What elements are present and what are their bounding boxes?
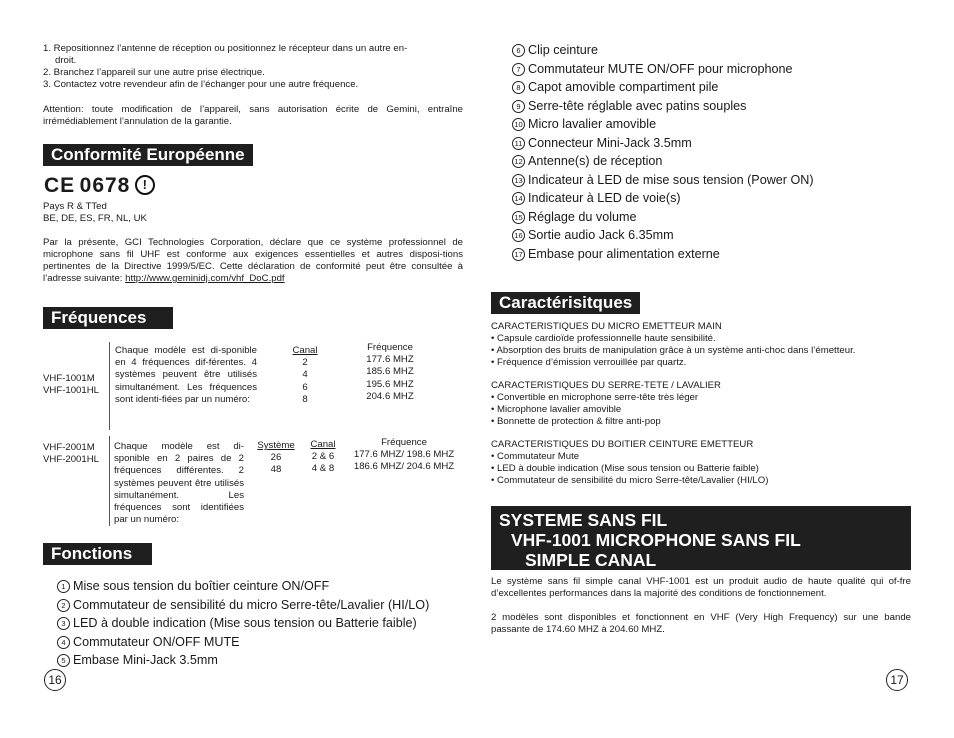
group2-description: Chaque modèle est di-sponible en 2 paires de 2 fréquences différentes. 2 systèmes peuvent être utilisés simultanément. Les fréquences sont identifiées par un numéro: (114, 441, 244, 526)
fonction-item (512, 60, 814, 79)
group1-models (43, 373, 99, 397)
model-vhf-1001hl: VHF-1001HL (43, 385, 99, 397)
group2-systeme-col (253, 440, 299, 477)
step-2: 2. Branchez l’appareil sur une autre prise électrique. (43, 67, 265, 78)
group2-freq-header: Fréquence (381, 437, 427, 448)
group1-freq-value: 177.6 MHZ (366, 354, 414, 366)
frequences-heading: Fréquences (43, 307, 173, 329)
model-vhf-2001hl: VHF-2001HL (43, 454, 99, 466)
item-number-icon: 7 (512, 63, 525, 76)
group2-systeme-value: 48 (270, 464, 282, 476)
item-number-icon: 12 (512, 155, 525, 168)
group2-systeme-header: Système (257, 440, 295, 451)
attention-note: Attention: toute modification de l’appareil, sans autorisation écrite de Gemini, entraîne irrémédiablement l’annulation de la garantie. (43, 104, 463, 127)
group1-freq-value: 195.6 MHZ (366, 378, 414, 390)
bullet: • LED à double indication (Mise sous tension ou Batterie faible) (491, 463, 759, 474)
systeme-para1: Le système sans fil simple canal VHF-1001 est un produit audio de haute qualité qui of-fre d’excellentes performances dans la majorité des conditions de fonctionnement. (491, 576, 911, 599)
item-number-icon: 9 (512, 100, 525, 113)
conformite-heading: Conformité Européenne (43, 144, 253, 166)
fonction-label: Clip ceinture (528, 43, 598, 57)
pays-countries: BE, DE, ES, FR, NL, UK (43, 213, 147, 224)
step-1-cont: droit. (55, 55, 77, 66)
section-title: CARACTERISTIQUES DU SERRE-TETE / LAVALIER (491, 380, 721, 391)
fonction-label: Sortie audio Jack 6.35mm (528, 228, 674, 242)
fonction-label: Indicateur à LED de voie(s) (528, 191, 681, 205)
fonctions-list (57, 577, 429, 670)
group2-freq-value: 186.6 MHZ/ 204.6 MHZ (353, 461, 455, 473)
fonction-label: Commutateur MUTE ON/OFF pour microphone (528, 61, 793, 76)
fonction-item (57, 596, 429, 615)
model-vhf-2001m: VHF-2001M (43, 442, 95, 453)
fonction-item (512, 115, 814, 134)
fonction-label: Commutateur de sensibilité du micro Serre-tête/Lavalier (HI/LO) (73, 597, 430, 612)
group1-divider (109, 342, 110, 430)
fonction-item (512, 78, 814, 97)
item-number-icon: 10 (512, 118, 525, 131)
fonction-item (512, 245, 814, 264)
fonction-label: Micro lavalier amovible (528, 117, 657, 131)
fonction-label: Réglage du volume (528, 209, 637, 224)
fonction-item (512, 152, 814, 171)
item-number-icon: 13 (512, 174, 525, 187)
fonctions-list-continued (512, 41, 814, 263)
bullet: • Commutateur Mute (491, 451, 580, 462)
fonction-item (512, 226, 814, 245)
declaration-text (43, 237, 463, 285)
ce-logo: CE (44, 174, 76, 197)
item-number-icon: 5 (57, 654, 70, 667)
group2-systeme-value: 26 (270, 452, 282, 464)
step-3: 3. Contactez votre revendeur afin de l’échanger pour une autre fréquence. (43, 79, 359, 90)
page-number-left: 16 (44, 669, 66, 691)
group1-freq-header: Fréquence (367, 342, 413, 353)
group1-freq-col (355, 342, 425, 403)
group2-canal-header: Canal (310, 439, 336, 450)
fonction-item (512, 171, 814, 190)
group1-freq-value: 204.6 MHZ (366, 390, 414, 402)
group2-divider (109, 436, 110, 526)
group1-canal-value: 2 (302, 357, 308, 369)
item-number-icon: 1 (57, 580, 70, 593)
group2-freq-value: 177.6 MHZ/ 198.6 MHZ (353, 449, 455, 461)
bullet: • Convertible en microphone serre-tête très léger (491, 392, 699, 403)
fonction-label: LED à double indication (Mise sous tension ou Batterie faible) (73, 616, 417, 630)
section-title: CARACTERISTIQUES DU BOITIER CEINTURE EMETTEUR (491, 439, 754, 450)
systeme-para2: 2 modèles sont disponibles et fonctionnent en VHF (Very High Frequency) sur une bande passante de 174.60 MHZ à 204.60 MHZ. (491, 612, 911, 635)
systeme-heading (491, 506, 911, 570)
alert-icon: ! (135, 175, 155, 195)
item-number-icon: 6 (512, 44, 525, 57)
bullet: • Commutateur de sensibilité du micro Serre-tête/Lavalier (HI/LO) (491, 475, 769, 486)
fonction-label: Embase Mini-Jack 3.5mm (73, 653, 218, 667)
pays-list (43, 201, 147, 225)
bullet: • Fréquence d’émission verrouillée par quartz. (491, 357, 687, 368)
page-number-right: 17 (886, 669, 908, 691)
group2-canal-col (305, 439, 341, 476)
fonction-label: Connecteur Mini-Jack 3.5mm (528, 135, 692, 150)
item-number-icon: 8 (512, 81, 525, 94)
fonction-item (512, 208, 814, 227)
ce-notified-body: 0678 (79, 174, 131, 197)
fonction-item (57, 614, 429, 633)
group1-canal-col (285, 345, 325, 406)
declaration-link[interactable]: http://www.geminidj.com/vhf_DoC.pdf (125, 273, 285, 284)
fonction-item (57, 577, 429, 596)
fonction-label: Serre-tête réglable avec patins souples (528, 98, 747, 113)
caracteristiques-heading: Caractérisitques (491, 292, 640, 314)
fonction-label: Mise sous tension du boîtier ceinture ON/OFF (73, 579, 330, 593)
section-title: CARACTERISTIQUES DU MICRO EMETTEUR MAIN (491, 321, 722, 332)
systeme-heading-line3: SIMPLE CANAL (525, 550, 657, 570)
group1-canal-value: 8 (302, 393, 308, 405)
item-number-icon: 4 (57, 636, 70, 649)
group2-freq-col (343, 437, 465, 474)
systeme-heading-line1: SYSTEME SANS FIL (499, 510, 668, 530)
fonction-label: Embase pour alimentation externe (528, 246, 720, 261)
item-number-icon: 2 (57, 599, 70, 612)
section-micro-main (491, 321, 916, 369)
group1-canal-value: 4 (302, 369, 308, 381)
item-number-icon: 11 (512, 137, 525, 150)
fonction-item (57, 633, 429, 652)
pays-title: Pays R & TTed (43, 201, 107, 212)
model-vhf-1001m: VHF-1001M (43, 373, 95, 384)
bullet: • Microphone lavalier amovible (491, 404, 622, 415)
fonction-item (57, 651, 429, 670)
fonction-label: Antenne(s) de réception (528, 154, 663, 168)
ce-marking (44, 173, 155, 199)
fonction-label: Indicateur à LED de mise sous tension (Power ON) (528, 172, 814, 187)
fonction-item (512, 134, 814, 153)
group2-models (43, 442, 99, 466)
bullet: • Absorption des bruits de manipulation grâce à un système anti-choc dans l’émetteur. (491, 345, 856, 356)
section-boitier (491, 439, 916, 487)
group1-canal-value: 6 (302, 381, 308, 393)
caracteristiques-sections (491, 321, 916, 487)
item-number-icon: 16 (512, 229, 525, 242)
item-number-icon: 17 (512, 248, 525, 261)
fonctions-heading: Fonctions (43, 543, 152, 565)
group2-canal-value: 2 & 6 (311, 451, 335, 463)
bullet: • Bonnette de protection & filtre anti-pop (491, 416, 661, 427)
step-1: 1. Repositionnez l’antenne de réception ou positionnez le récepteur dans un autre en- (43, 43, 408, 54)
fonction-label: Commutateur ON/OFF MUTE (73, 634, 240, 649)
declaration-body: Par la présente, GCI Technologies Corporation, déclare que ce système professionnel de microphone sans fil UHF est conforme aux exigences essentielles et autres disposi-tions pertinentes de la Directive 1999/5/EC. Cette déclaration de conformité peut être consultée à l’adresse suivante: (43, 237, 463, 284)
fonction-label: Capot amovible compartiment pile (528, 80, 719, 94)
fonction-item (512, 41, 814, 60)
section-serre-tete (491, 380, 916, 428)
group1-description: Chaque modèle est di-sponible en 4 fréquences dif-férentes. 4 systèmes peuvent être utilisés simultanément. Les fréquences sont identi-fiées par un numéro: (115, 345, 257, 405)
systeme-heading-line2: VHF-1001 MICROPHONE SANS FIL (511, 530, 801, 550)
item-number-icon: 14 (512, 192, 525, 205)
bullet: • Capsule cardioïde professionnelle haute sensibilité. (491, 333, 716, 344)
fonction-item (512, 97, 814, 116)
fonction-item (512, 189, 814, 208)
troubleshoot-steps (43, 43, 463, 91)
group1-canal-header: Canal (292, 345, 318, 356)
group1-freq-value: 185.6 MHZ (366, 366, 414, 378)
item-number-icon: 15 (512, 211, 525, 224)
item-number-icon: 3 (57, 617, 70, 630)
group2-canal-value: 4 & 8 (311, 463, 335, 475)
